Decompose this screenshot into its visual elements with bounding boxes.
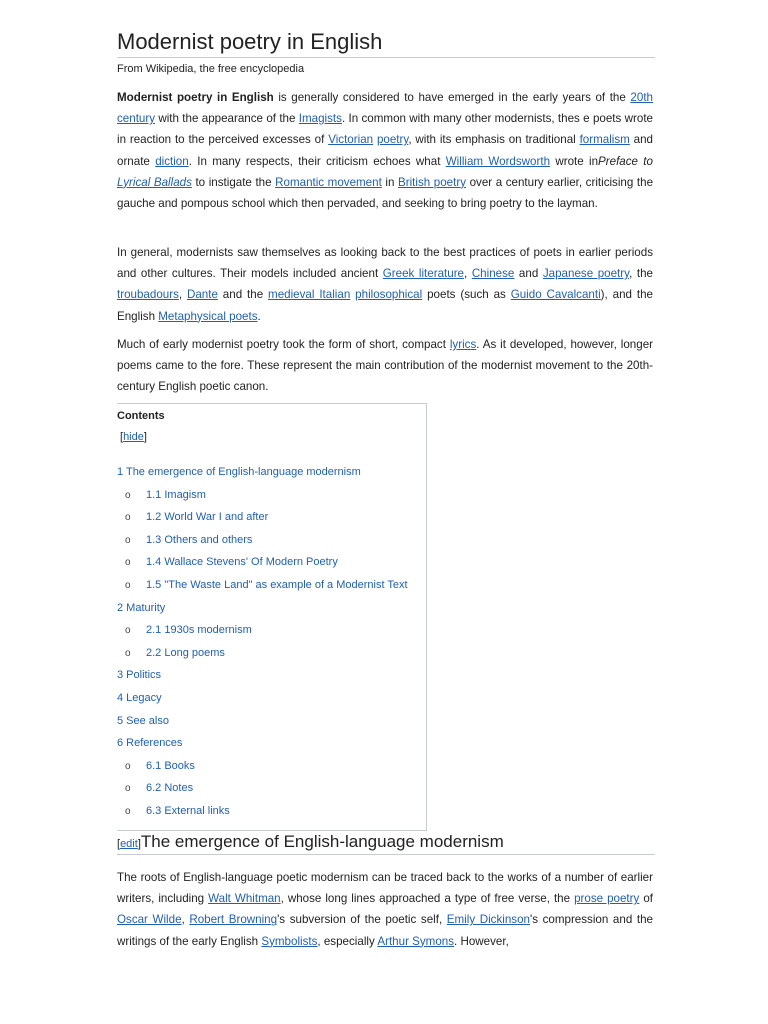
toc-item-label: 1.1 Imagism — [146, 488, 206, 501]
paragraph-roots — [117, 867, 653, 952]
text: , — [181, 913, 190, 927]
toc-item-label: 1.3 Others and others — [146, 533, 253, 546]
text: . In common with many other modernists, thes e poets wrote in reaction to the perceived excesses of — [117, 112, 653, 147]
edit-link[interactable]: edit — [120, 838, 138, 850]
text: ), and the English — [117, 288, 653, 323]
toc-item-2[interactable] — [117, 602, 426, 625]
text: and ornate — [117, 133, 653, 168]
bullet-icon: o — [125, 647, 131, 659]
page-title: Modernist poetry in English — [117, 28, 655, 58]
toc-item-1-5[interactable] — [117, 579, 426, 602]
toc-item-1-4[interactable] — [117, 556, 426, 579]
text: Much of early modernist poetry took the form of short, compact — [117, 338, 450, 351]
toc-item-label: 2.2 Long poems — [146, 646, 225, 659]
toc-item-2-1[interactable] — [117, 624, 426, 647]
text: , the — [629, 267, 653, 281]
toc-item-label: 6.2 Notes — [146, 782, 194, 795]
toc-item-4[interactable] — [117, 692, 426, 715]
lead-bold: Modernist poetry in English — [117, 91, 274, 104]
link-dante[interactable]: Dante — [186, 288, 218, 302]
toc-item-label: 2 Maturity — [117, 601, 166, 614]
text: of — [639, 892, 653, 906]
bracket: ] — [137, 838, 141, 850]
bullet-icon: o — [125, 512, 131, 524]
text: , with its emphasis on traditional — [408, 133, 580, 147]
toc-item-1-2[interactable] — [117, 511, 426, 534]
edit-section — [117, 838, 141, 850]
link-oscar-wilde[interactable]: Oscar Wilde — [117, 913, 182, 927]
bullet-icon: o — [125, 534, 131, 546]
text: , — [464, 267, 472, 281]
toc-item-2-2[interactable] — [117, 647, 426, 670]
toc-item-label: 6.1 Books — [146, 759, 195, 772]
text: to instigate the — [191, 175, 276, 189]
link-arthur-symons[interactable]: Arthur Symons — [377, 934, 455, 948]
paragraph-intro — [117, 87, 653, 214]
toc-item-1[interactable] — [117, 466, 426, 489]
toc-item-1-3[interactable] — [117, 534, 426, 557]
link-emily-dickinson[interactable]: Emily Dickinson — [446, 913, 530, 927]
toc-item-6-1[interactable] — [117, 760, 426, 783]
toc-title: Contents — [117, 410, 165, 422]
toc-item-label: 2.1 1930s modernism — [146, 624, 252, 637]
bullet-icon: o — [125, 579, 131, 591]
link-british-poetry[interactable]: British poetry — [397, 175, 466, 189]
toc-item-6-3[interactable] — [117, 805, 426, 828]
toc-item-6-2[interactable] — [117, 782, 426, 805]
link-troubadours[interactable]: troubadours — [117, 288, 179, 302]
text: 's subversion of the poetic self, — [277, 913, 447, 927]
link-diction[interactable]: diction — [155, 154, 189, 168]
text: . In many respects, their criticism echoes what — [188, 154, 446, 168]
text: wrote in — [550, 154, 599, 168]
section-heading — [117, 832, 655, 855]
toc-item-label: 4 Legacy — [117, 691, 162, 704]
link-20th-century[interactable]: 20th century — [117, 91, 653, 126]
section-title: The emergence of English-language modernism — [140, 832, 504, 851]
toc-item-5[interactable] — [117, 715, 426, 738]
link-chinese[interactable]: Chinese — [471, 267, 515, 281]
toc-item-label: 1.4 Wallace Stevens' Of Modern Poetry — [146, 556, 338, 569]
bracket: [ — [117, 838, 121, 850]
link-symbolists[interactable]: Symbolists — [261, 934, 318, 948]
link-robert-browning[interactable]: Robert Browning — [189, 913, 278, 927]
italic-text: Preface to — [598, 154, 653, 168]
table-of-contents — [117, 403, 427, 831]
text: . — [257, 309, 261, 323]
link-formalism[interactable]: formalism — [579, 133, 630, 147]
link-lyrical-ballads[interactable]: Lyrical Ballads — [117, 175, 192, 189]
bullet-icon: o — [125, 760, 131, 772]
link-prose-poetry[interactable]: prose poetry — [574, 892, 640, 906]
text: , especially — [317, 934, 378, 948]
text: The roots of English-language poetic modernism can be traced back to the works of a number of earlier writers, including — [117, 871, 653, 906]
page-subtitle: From Wikipedia, the free encyclopedia — [117, 63, 305, 75]
text: and — [514, 267, 543, 281]
toc-item-label: 3 Politics — [117, 669, 162, 682]
link-medieval-italian[interactable]: medieval Italian — [268, 288, 351, 302]
toc-item-6[interactable] — [117, 737, 426, 760]
text: . As it developed, however, longer poems came to the fore. These represent the main contribution of the modernist movement to the 20th-century English poetic canon. — [117, 338, 654, 394]
paragraph-models — [117, 242, 653, 327]
text: . However, — [454, 934, 509, 948]
link-philosophical[interactable]: philosophical — [355, 288, 423, 302]
link-imagists[interactable]: Imagists — [298, 112, 342, 126]
toc-item-label: 1.2 World War I and after — [146, 511, 269, 524]
toc-item-1-1[interactable] — [117, 489, 426, 512]
text: 's compression and the writings of the early English — [117, 913, 653, 948]
toc-list — [117, 466, 426, 828]
toc-hide-toggle — [120, 431, 147, 443]
link-william-wordsworth[interactable]: William Wordsworth — [445, 154, 551, 168]
text: poets (such as — [422, 288, 511, 302]
link-greek-literature[interactable]: Greek literature — [382, 267, 465, 281]
link-guido-cavalcanti[interactable]: Guido Cavalcanti — [510, 288, 601, 302]
bullet-icon: o — [125, 783, 131, 795]
text: in — [381, 175, 398, 189]
bullet-icon: o — [125, 625, 131, 637]
toc-hide-link[interactable]: hide — [123, 431, 144, 443]
text: over a century earlier, criticising the gauche and pompous school which then pervaded, and seeking to bring poetry to the layman. — [117, 175, 654, 211]
toc-item-label: 1.5 "The Waste Land" as example of a Modernist Text — [146, 578, 408, 591]
text: is generally considered to have emerged in the early years of the — [273, 91, 631, 104]
text: , whose long lines approached a type of free verse, the — [280, 892, 575, 906]
text: , — [178, 288, 187, 302]
link-japanese-poetry[interactable]: Japanese poetry — [542, 267, 630, 281]
bracket: [ — [120, 431, 124, 443]
link-victorian[interactable]: Victorian — [328, 133, 374, 147]
link-lyrics[interactable]: lyrics — [449, 338, 477, 351]
toc-item-label: 1 The emergence of English-language modernism — [117, 466, 361, 478]
toc-item-label: 6.3 External links — [146, 804, 230, 817]
bracket: ] — [143, 431, 147, 443]
toc-item-3[interactable] — [117, 669, 426, 692]
link-romantic-movement[interactable]: Romantic movement — [275, 175, 382, 189]
bullet-icon: o — [125, 557, 131, 569]
toc-item-label: 5 See also — [117, 714, 169, 727]
bullet-icon: o — [125, 805, 131, 817]
link-poetry[interactable]: poetry — [376, 133, 409, 147]
link-metaphysical-poets[interactable]: Metaphysical poets — [158, 309, 258, 323]
bullet-icon: o — [125, 489, 131, 501]
toc-item-label: 6 References — [117, 737, 183, 750]
text: In general, modernists saw themselves as looking back to the best practices of poets in earlier periods and other cultures. Their models included ancient — [117, 246, 653, 281]
link-walt-whitman[interactable]: Walt Whitman — [208, 892, 281, 906]
text: with the appearance of the — [155, 112, 299, 126]
paragraph-early-poetry — [117, 334, 653, 398]
text: and the — [217, 288, 269, 302]
